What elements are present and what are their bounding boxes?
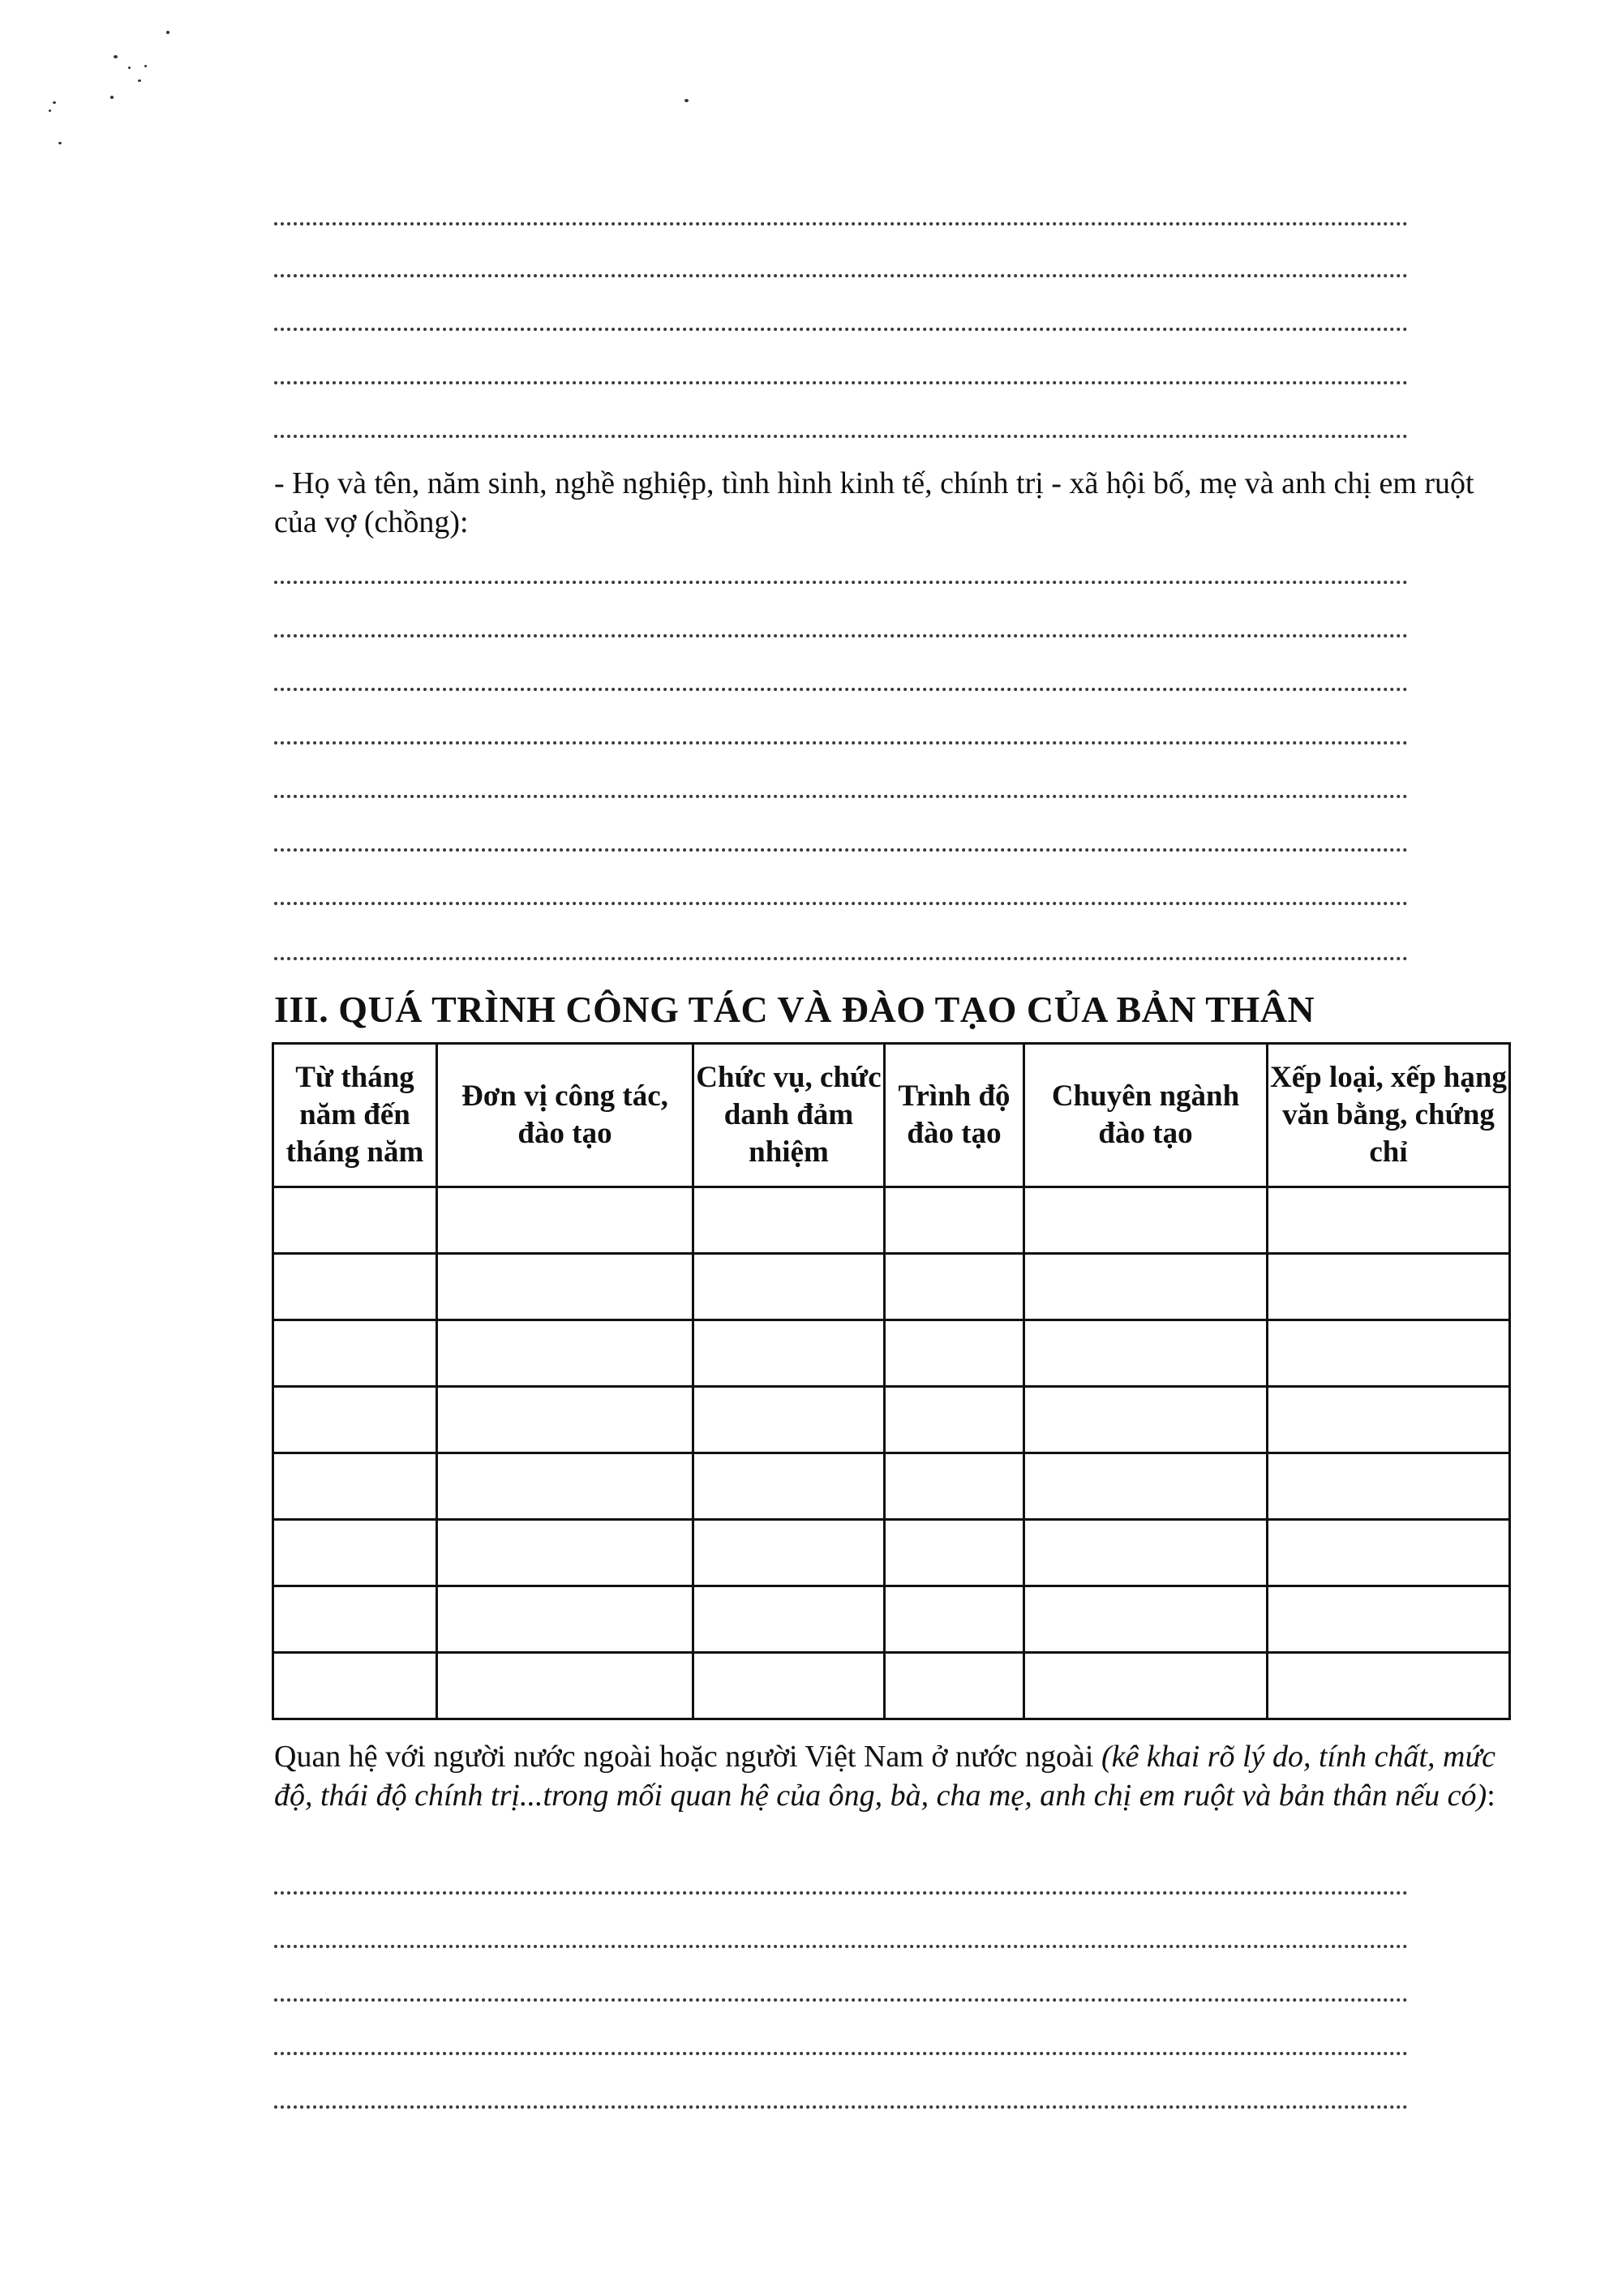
ranking-cell[interactable] [1268, 1453, 1510, 1520]
level-cell[interactable] [885, 1387, 1024, 1453]
level-cell[interactable] [885, 1586, 1024, 1653]
ranking-cell[interactable] [1268, 1653, 1510, 1719]
position-cell[interactable] [693, 1254, 885, 1320]
period-cell[interactable] [273, 1653, 437, 1719]
unit-cell[interactable] [437, 1453, 693, 1520]
blank-fill-line[interactable] [274, 1945, 1408, 1948]
period-cell[interactable] [273, 1320, 437, 1387]
table-row [273, 1320, 1510, 1387]
level-cell[interactable] [885, 1453, 1024, 1520]
spouse-family-label [274, 464, 1491, 542]
ranking-cell[interactable] [1268, 1520, 1510, 1586]
blank-fill-line[interactable] [274, 1891, 1408, 1895]
foreign-relations-text: Quan hệ với người nước ngoài hoặc người Việt Nam ở nước ngoài [274, 1740, 1094, 1774]
level-cell[interactable] [885, 1320, 1024, 1387]
table-row [273, 1254, 1510, 1320]
scan-speck [138, 79, 141, 82]
ranking-cell[interactable] [1268, 1320, 1510, 1387]
blank-fill-line[interactable] [274, 795, 1408, 798]
spouse-family-label-text: - Họ và tên, năm sinh, nghề nghiệp, tình hình kinh tế, chính trị - xã hội bố, mẹ và anh chị em ruột của vợ (chồng): [274, 466, 1474, 539]
blank-fill-line[interactable] [274, 435, 1408, 438]
unit-cell[interactable] [437, 1586, 693, 1653]
scan-speck [684, 99, 689, 102]
scan-speck [53, 101, 56, 104]
ranking-cell[interactable] [1268, 1254, 1510, 1320]
unit-cell[interactable] [437, 1387, 693, 1453]
period-cell[interactable] [273, 1520, 437, 1586]
unit-cell[interactable] [437, 1653, 693, 1719]
table-row [273, 1586, 1510, 1653]
blank-fill-line[interactable] [274, 274, 1408, 277]
blank-fill-line[interactable] [274, 2052, 1408, 2055]
column-header-level: Trình độ đào tạo [885, 1044, 1024, 1187]
column-header-position: Chức vụ, chức danh đảm nhiệm [693, 1044, 885, 1187]
blank-fill-line[interactable] [274, 328, 1408, 331]
column-header-major: Chuyên ngành đào tạo [1024, 1044, 1268, 1187]
scan-speck [49, 109, 51, 112]
major-cell[interactable] [1024, 1387, 1268, 1453]
blank-fill-line[interactable] [274, 902, 1408, 905]
unit-cell[interactable] [437, 1520, 693, 1586]
scan-speck [128, 67, 131, 69]
level-cell[interactable] [885, 1653, 1024, 1719]
major-cell[interactable] [1024, 1320, 1268, 1387]
period-cell[interactable] [273, 1586, 437, 1653]
major-cell[interactable] [1024, 1187, 1268, 1254]
blank-fill-line[interactable] [274, 688, 1408, 691]
position-cell[interactable] [693, 1387, 885, 1453]
blank-fill-line[interactable] [274, 2105, 1408, 2109]
blank-fill-line[interactable] [274, 381, 1408, 384]
blank-fill-line[interactable] [274, 222, 1408, 225]
ranking-cell[interactable] [1268, 1387, 1510, 1453]
period-cell[interactable] [273, 1254, 437, 1320]
position-cell[interactable] [693, 1320, 885, 1387]
position-cell[interactable] [693, 1187, 885, 1254]
section-heading: III. QUÁ TRÌNH CÔNG TÁC VÀ ĐÀO TẠO CỦA BẢN THÂN [274, 989, 1315, 1030]
scan-speck [58, 142, 62, 144]
foreign-relations-colon: : [1487, 1779, 1495, 1813]
unit-cell[interactable] [437, 1254, 693, 1320]
table-row [273, 1653, 1510, 1719]
foreign-relations-note: (kê khai rõ lý do, tính chất, mức độ, thái độ chính trị...trong mối quan hệ của ông, bà, cha mẹ, anh chị em ruột và bản thân nếu có) [274, 1740, 1496, 1813]
position-cell[interactable] [693, 1586, 885, 1653]
blank-fill-line[interactable] [274, 634, 1408, 637]
major-cell[interactable] [1024, 1653, 1268, 1719]
scan-speck [110, 96, 114, 99]
blank-fill-line[interactable] [274, 1998, 1408, 2002]
blank-fill-line[interactable] [274, 741, 1408, 745]
major-cell[interactable] [1024, 1520, 1268, 1586]
period-cell[interactable] [273, 1453, 437, 1520]
period-cell[interactable] [273, 1187, 437, 1254]
ranking-cell[interactable] [1268, 1586, 1510, 1653]
work-history-table [272, 1042, 1511, 1720]
position-cell[interactable] [693, 1453, 885, 1520]
scan-speck [114, 55, 118, 58]
blank-fill-line[interactable] [274, 581, 1408, 584]
column-header-period: Từ tháng năm đến tháng năm [273, 1044, 437, 1187]
period-cell[interactable] [273, 1387, 437, 1453]
level-cell[interactable] [885, 1187, 1024, 1254]
table-body [273, 1187, 1510, 1719]
position-cell[interactable] [693, 1653, 885, 1719]
foreign-relations-label [274, 1737, 1515, 1815]
level-cell[interactable] [885, 1254, 1024, 1320]
table-row [273, 1453, 1510, 1520]
column-header-ranking: Xếp loại, xếp hạng văn bằng, chứng chỉ [1268, 1044, 1510, 1187]
scan-speck [144, 65, 147, 67]
blank-fill-line[interactable] [274, 957, 1408, 960]
table-row [273, 1187, 1510, 1254]
level-cell[interactable] [885, 1520, 1024, 1586]
table-header-row [273, 1044, 1510, 1187]
blank-fill-line[interactable] [274, 848, 1408, 852]
scan-speck [166, 31, 169, 34]
unit-cell[interactable] [437, 1187, 693, 1254]
column-header-unit: Đơn vị công tác, đào tạo [437, 1044, 693, 1187]
position-cell[interactable] [693, 1520, 885, 1586]
ranking-cell[interactable] [1268, 1187, 1510, 1254]
table-row [273, 1520, 1510, 1586]
table-row [273, 1387, 1510, 1453]
major-cell[interactable] [1024, 1586, 1268, 1653]
major-cell[interactable] [1024, 1254, 1268, 1320]
unit-cell[interactable] [437, 1320, 693, 1387]
major-cell[interactable] [1024, 1453, 1268, 1520]
